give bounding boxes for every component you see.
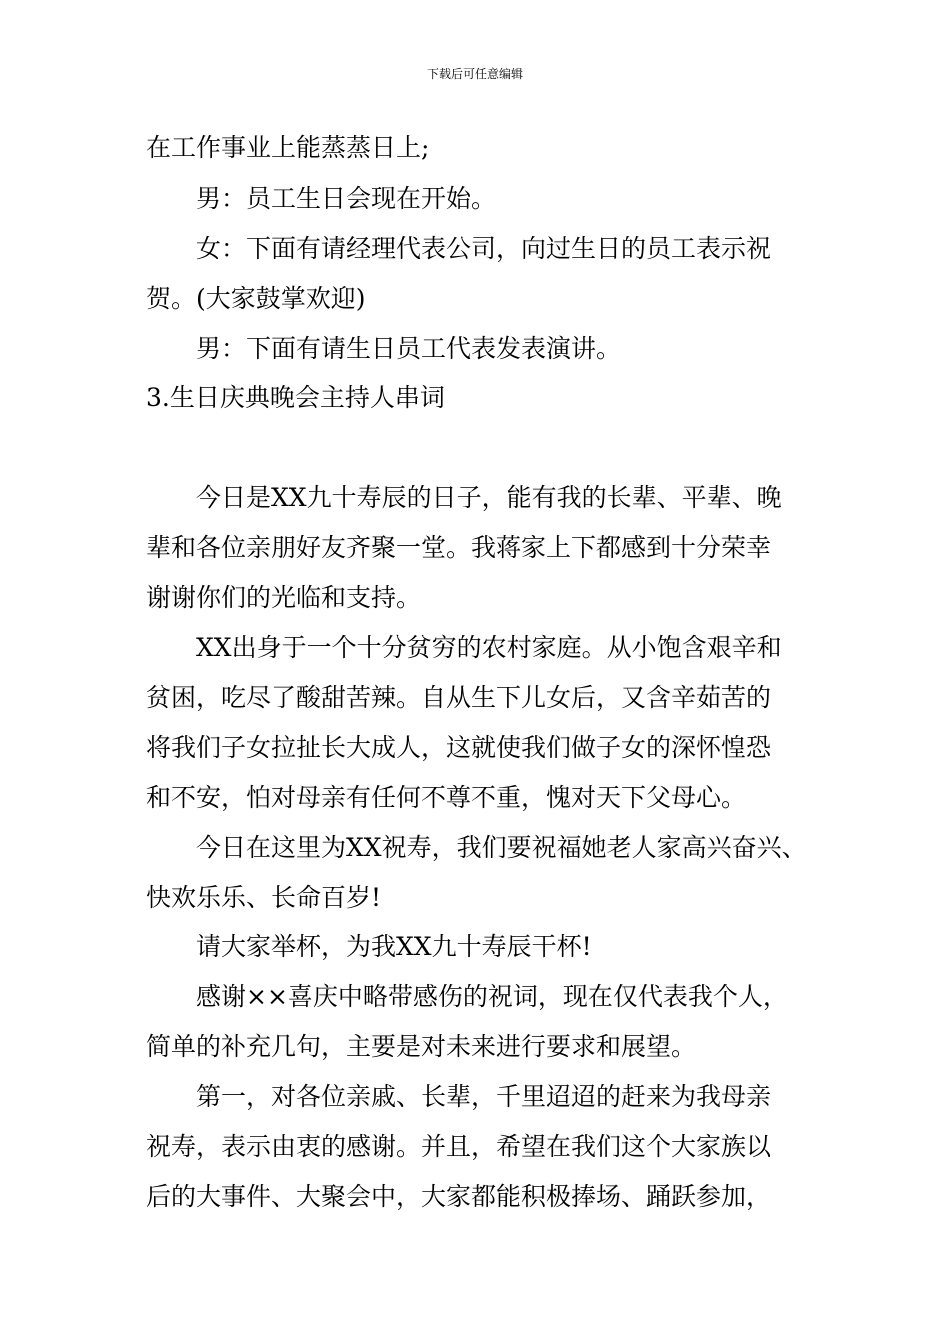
text-line: 男：员工生日会现在开始。 bbox=[196, 184, 497, 213]
text-line: 女：下面有请经理代表公司，向过生日的员工表示祝 bbox=[196, 234, 772, 263]
page-header: 下载后可任意编辑 bbox=[426, 67, 523, 81]
text-line: 简单的补充几句，主要是对未来进行要求和展望。 bbox=[146, 1032, 697, 1061]
text-line: 今日是XX九十寿辰的日子，能有我的长辈、平辈、晚 bbox=[196, 483, 782, 512]
text-line: 第一，对各位亲戚、长辈，千里迢迢的赶来为我母亲 bbox=[196, 1082, 772, 1111]
text-line: 祝寿，表示由衷的感谢。并且，希望在我们这个大家族以 bbox=[146, 1132, 772, 1161]
section-heading: 3.生日庆典晚会主持人串词 bbox=[146, 383, 445, 412]
text-line: 辈和各位亲朋好友齐聚一堂。我蒋家上下都感到十分荣幸 bbox=[146, 533, 772, 562]
text-line: 谢谢你们的光临和支持。 bbox=[146, 583, 422, 612]
text-line: 快欢乐乐、长命百岁! bbox=[146, 883, 382, 912]
text-line: 在工作事业上能蒸蒸日上; bbox=[146, 133, 430, 162]
text-line: 男：下面有请生日员工代表发表演讲。 bbox=[196, 334, 622, 363]
text-line: 后的大事件、大聚会中，大家都能积极捧场、踊跃参加， bbox=[146, 1182, 772, 1211]
text-line: XX出身于一个十分贫穷的农村家庭。从小饱含艰辛和 bbox=[196, 633, 782, 662]
text-line: 将我们子女拉扯长大成人，这就使我们做子女的深怀惶恐 bbox=[146, 733, 772, 762]
text-line: 和不安，怕对母亲有任何不尊不重，愧对天下父母心。 bbox=[146, 783, 747, 812]
text-line: 今日在这里为XX祝寿，我们要祝福她老人家高兴奋兴、 bbox=[196, 833, 807, 862]
text-line: 贫困，吃尽了酸甜苦辣。自从生下儿女后，又含辛茹苦的 bbox=[146, 683, 772, 712]
text-line: 请大家举杯，为我XX九十寿辰干杯! bbox=[196, 932, 592, 961]
text-line: 感谢××喜庆中略带感伤的祝词，现在仅代表我个人， bbox=[196, 982, 788, 1011]
text-line: 贺。(大家鼓掌欢迎) bbox=[146, 284, 366, 313]
